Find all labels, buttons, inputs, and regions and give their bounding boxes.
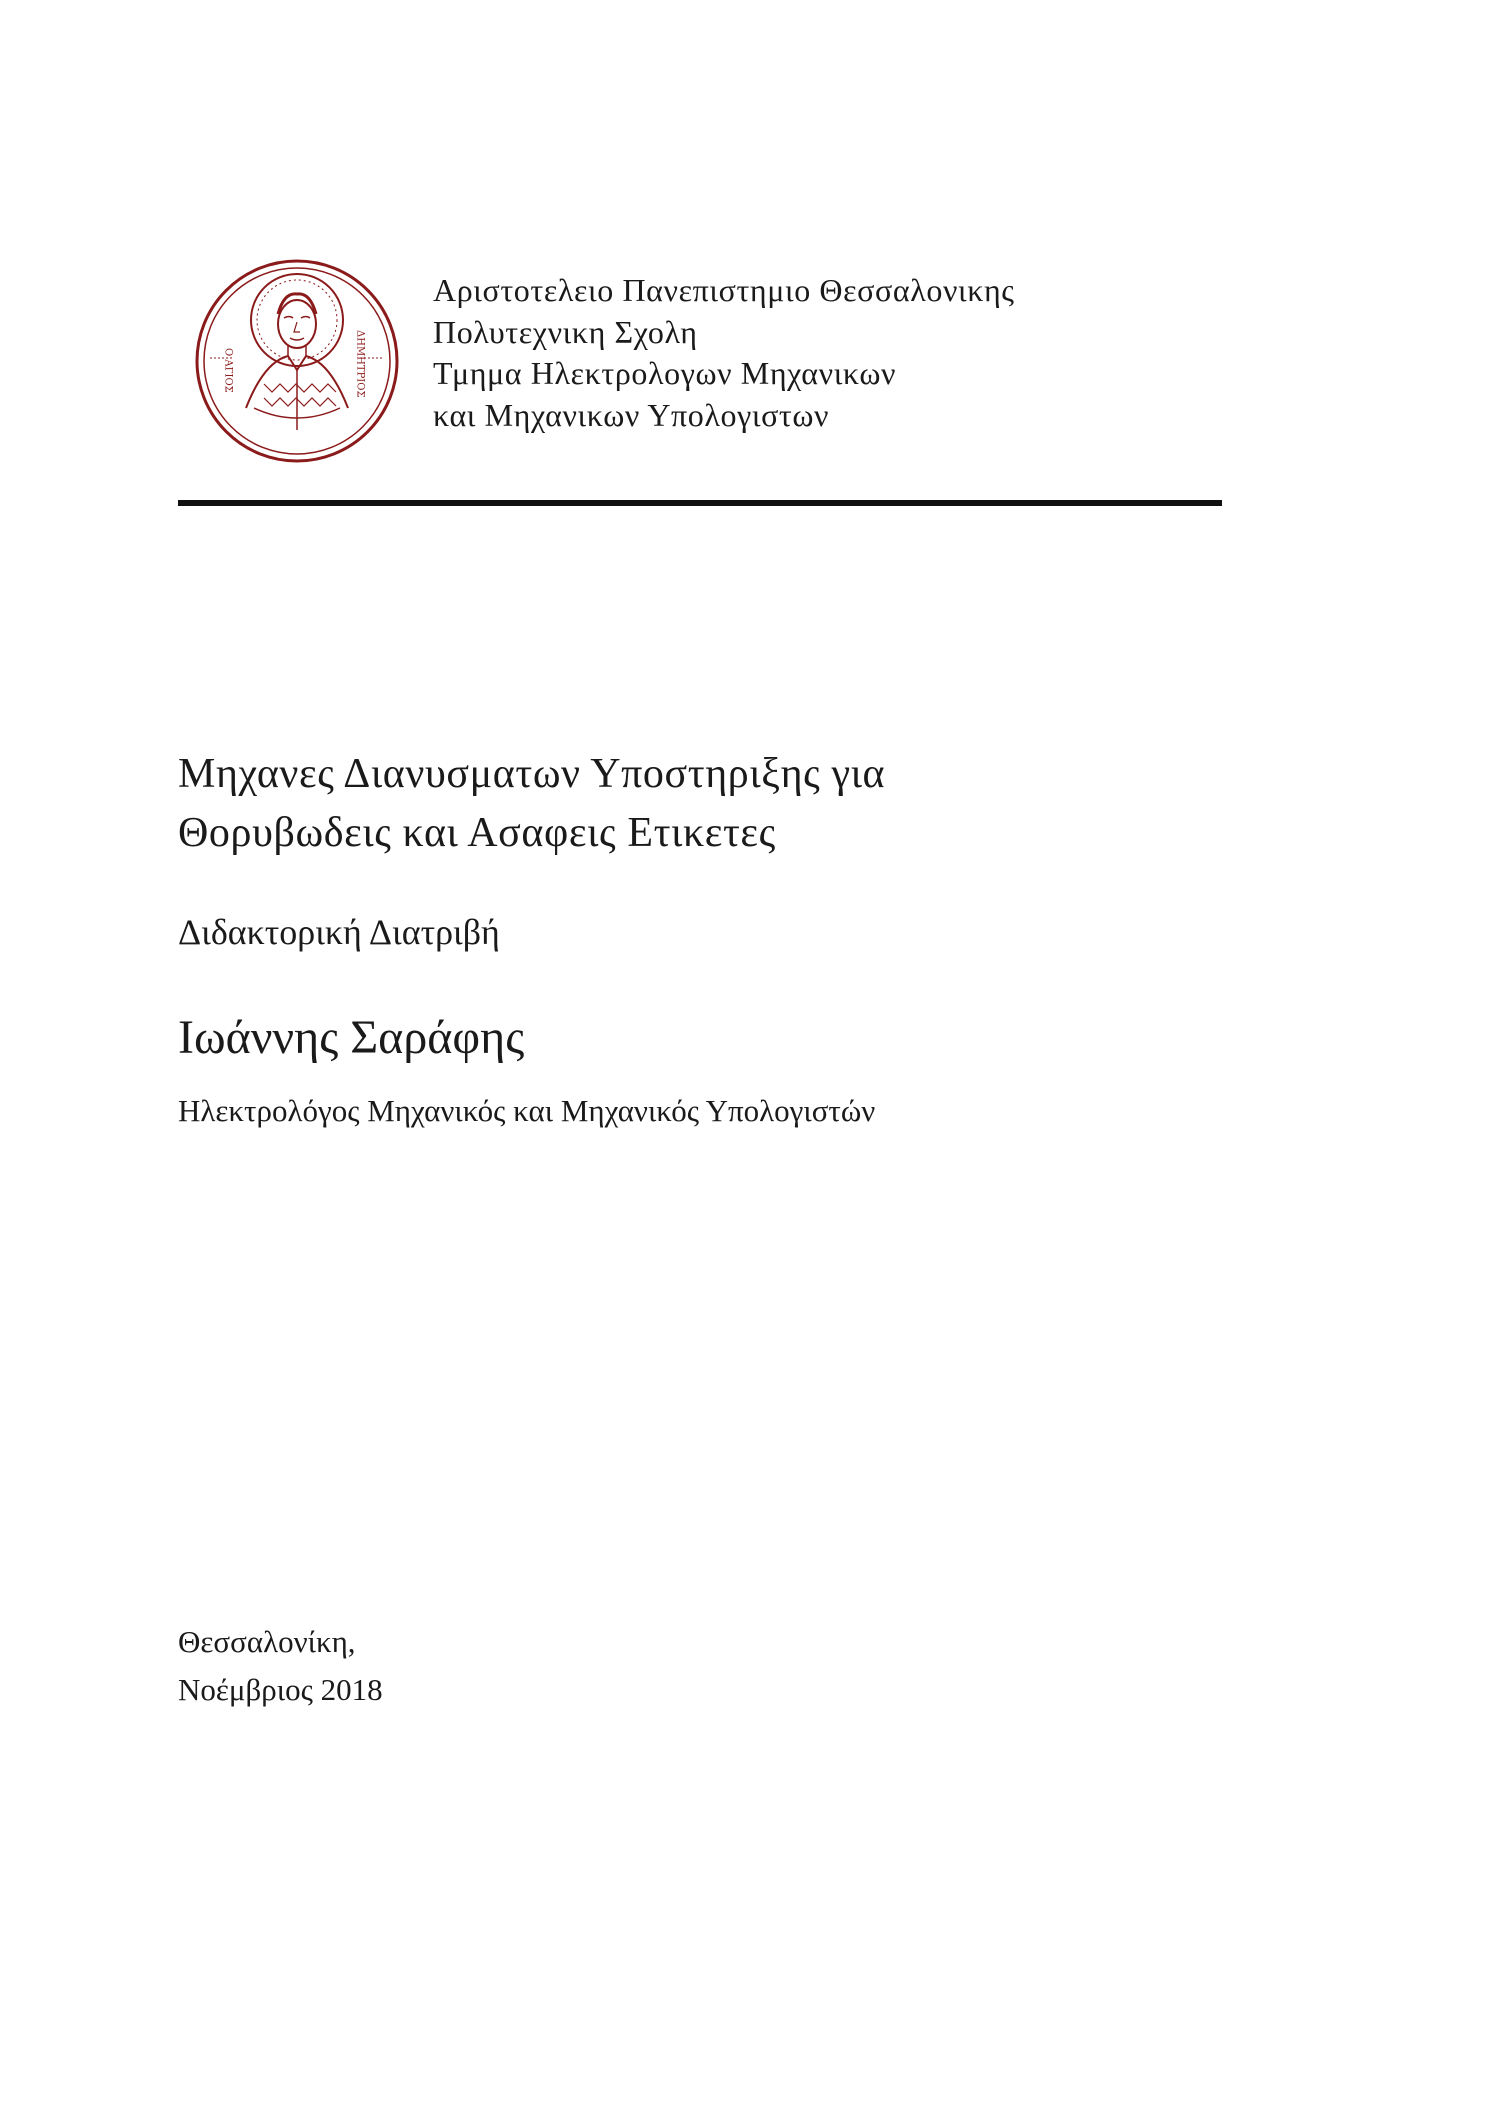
university-name: Αριστοτελειο Πανεπιστημιο Θεσσαλονικης (433, 272, 1015, 308)
school-name: Πολυτεχνικη Σχολη (433, 313, 698, 350)
author-degree: Ηλεκτρολόγος Μηχανικός και Μηχανικός Υπολογιστών (178, 1093, 876, 1128)
thesis-title-line1: Μηχανες Διανυσματων Υποστηριξης για (178, 751, 886, 797)
document-type: Διδακτορική Διατριβή (178, 912, 500, 952)
seal-right-text: ΔΗΜΗΤΡΙΟΣ (354, 330, 366, 398)
department-name-line2: και Μηχανικων Υπολογιστων (433, 396, 830, 433)
thesis-title (178, 745, 885, 863)
institution-block (433, 270, 1015, 436)
date: Νοέμβριος 2018 (178, 1672, 383, 1707)
department-name-line1: Τμημα Ηλεκτρολογων Μηχανικων (433, 355, 897, 391)
header-rule (178, 500, 1222, 506)
thesis-title-line2: Θορυβωδεις και Ασαφεις Ετικετες (178, 810, 776, 856)
place-date (178, 1618, 383, 1714)
author-name: Ιωάννης Σαράφης (178, 1011, 525, 1064)
seal-left-text: Ο ΑΓΙΟΣ (222, 348, 234, 393)
university-seal-logo (194, 258, 400, 464)
place: Θεσσαλονίκη, (178, 1624, 356, 1659)
